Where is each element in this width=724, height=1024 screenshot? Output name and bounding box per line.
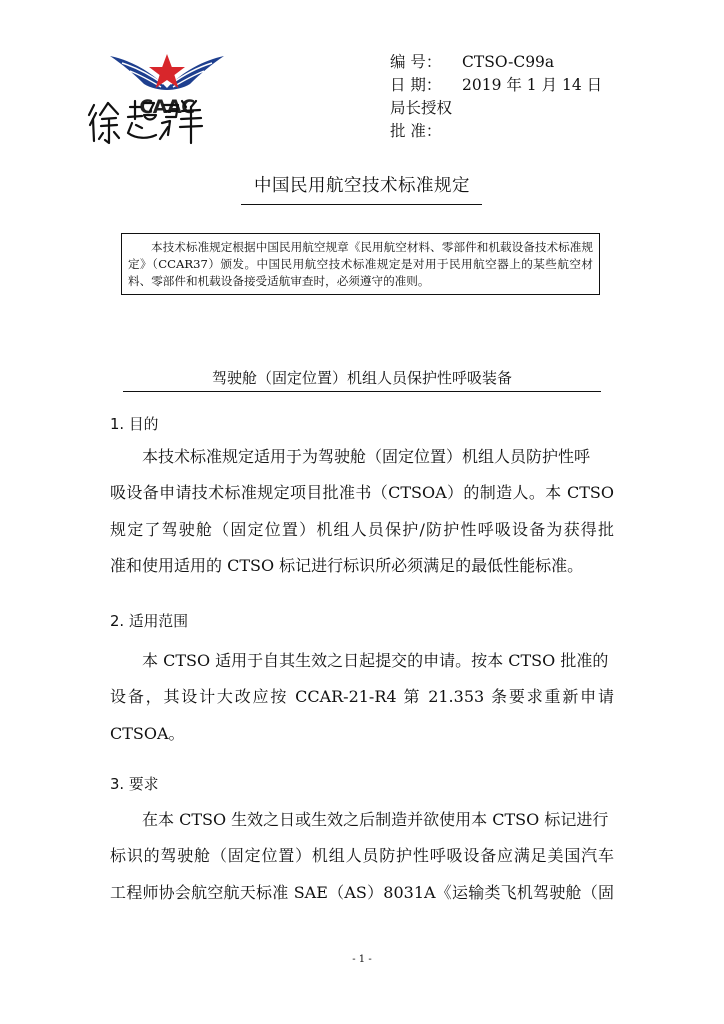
paragraph-line: CTSOA。 bbox=[110, 723, 185, 743]
meta-row-authorized bbox=[390, 97, 620, 120]
paragraph-line: 准和使用适用的 CTSO 标记进行标识所必须满足的最低性能标准。 bbox=[110, 555, 584, 575]
meta-value: 2019 年 1 月 14 日 bbox=[462, 76, 603, 94]
section-body-purpose bbox=[110, 439, 614, 584]
document-meta bbox=[390, 51, 620, 143]
paragraph-line: 标识的驾驶舱（固定位置）机组人员防护性呼吸设备应满足美国汽车 bbox=[110, 846, 614, 866]
logo-text: CAAC bbox=[139, 96, 195, 118]
title-underline bbox=[241, 204, 482, 205]
winged-star-icon bbox=[108, 50, 226, 100]
meta-row-date bbox=[390, 74, 620, 97]
paragraph-line: 工程师协会航空航天标准 SAE（AS）8031A《运输类飞机驾驶舱（固 bbox=[110, 882, 614, 902]
section-heading-requirements: 3. 要求 bbox=[110, 776, 159, 793]
meta-row-number bbox=[390, 51, 620, 74]
paragraph-line: 设备，其设计大改应按 CCAR-21-R4 第 21.353 条要求重新申请 bbox=[110, 687, 614, 707]
section-body-scope bbox=[110, 643, 614, 752]
document-title: 中国民用航空技术标准规定 bbox=[254, 176, 470, 196]
paragraph-line: 在本 CTSO 生效之日或生效之后制造并欲使用本 CTSO 标记进行 bbox=[142, 810, 609, 829]
paragraph-line: 本技术标准规定适用于为驾驶舱（固定位置）机组人员防护性呼 bbox=[142, 447, 591, 466]
meta-value: CTSO-C99a bbox=[462, 53, 555, 71]
paragraph-line: 本 CTSO 适用于自其生效之日起提交的申请。按本 CTSO 批准的 bbox=[142, 651, 609, 670]
page-number: - 1 - bbox=[352, 954, 372, 965]
standard-subtitle: 驾驶舱（固定位置）机组人员保护性呼吸装备 bbox=[211, 369, 512, 387]
section-body-requirements bbox=[110, 802, 614, 911]
meta-label: 日 期： bbox=[390, 76, 442, 94]
meta-label: 编 号： bbox=[390, 53, 442, 71]
meta-row-approved bbox=[390, 120, 620, 143]
paragraph-line: 吸设备申请技术标准规定项目批准书（CTSOA）的制造人。本 CTSO bbox=[110, 483, 614, 503]
section-heading-scope: 2. 适用范围 bbox=[110, 613, 189, 630]
notice-box: 本技术标准规定根据中国民用航空规章《民用航空材料、零部件和机载设备技术标准规定》（CCAR37）颁发。中国民用航空技术标准规定是对用于民用航空器上的某些航空材料、零部件和机载设备接受适航审查时，必须遵守的准则。 bbox=[121, 233, 600, 295]
subtitle-underline bbox=[123, 391, 601, 392]
meta-label: 局长授权 bbox=[390, 99, 453, 117]
signature bbox=[86, 95, 206, 147]
paragraph-line: 规定了驾驶舱（固定位置）机组人员保护/防护性呼吸设备为获得批 bbox=[110, 519, 614, 539]
meta-label: 批 准： bbox=[390, 122, 442, 140]
section-heading-purpose: 1. 目的 bbox=[110, 416, 159, 433]
